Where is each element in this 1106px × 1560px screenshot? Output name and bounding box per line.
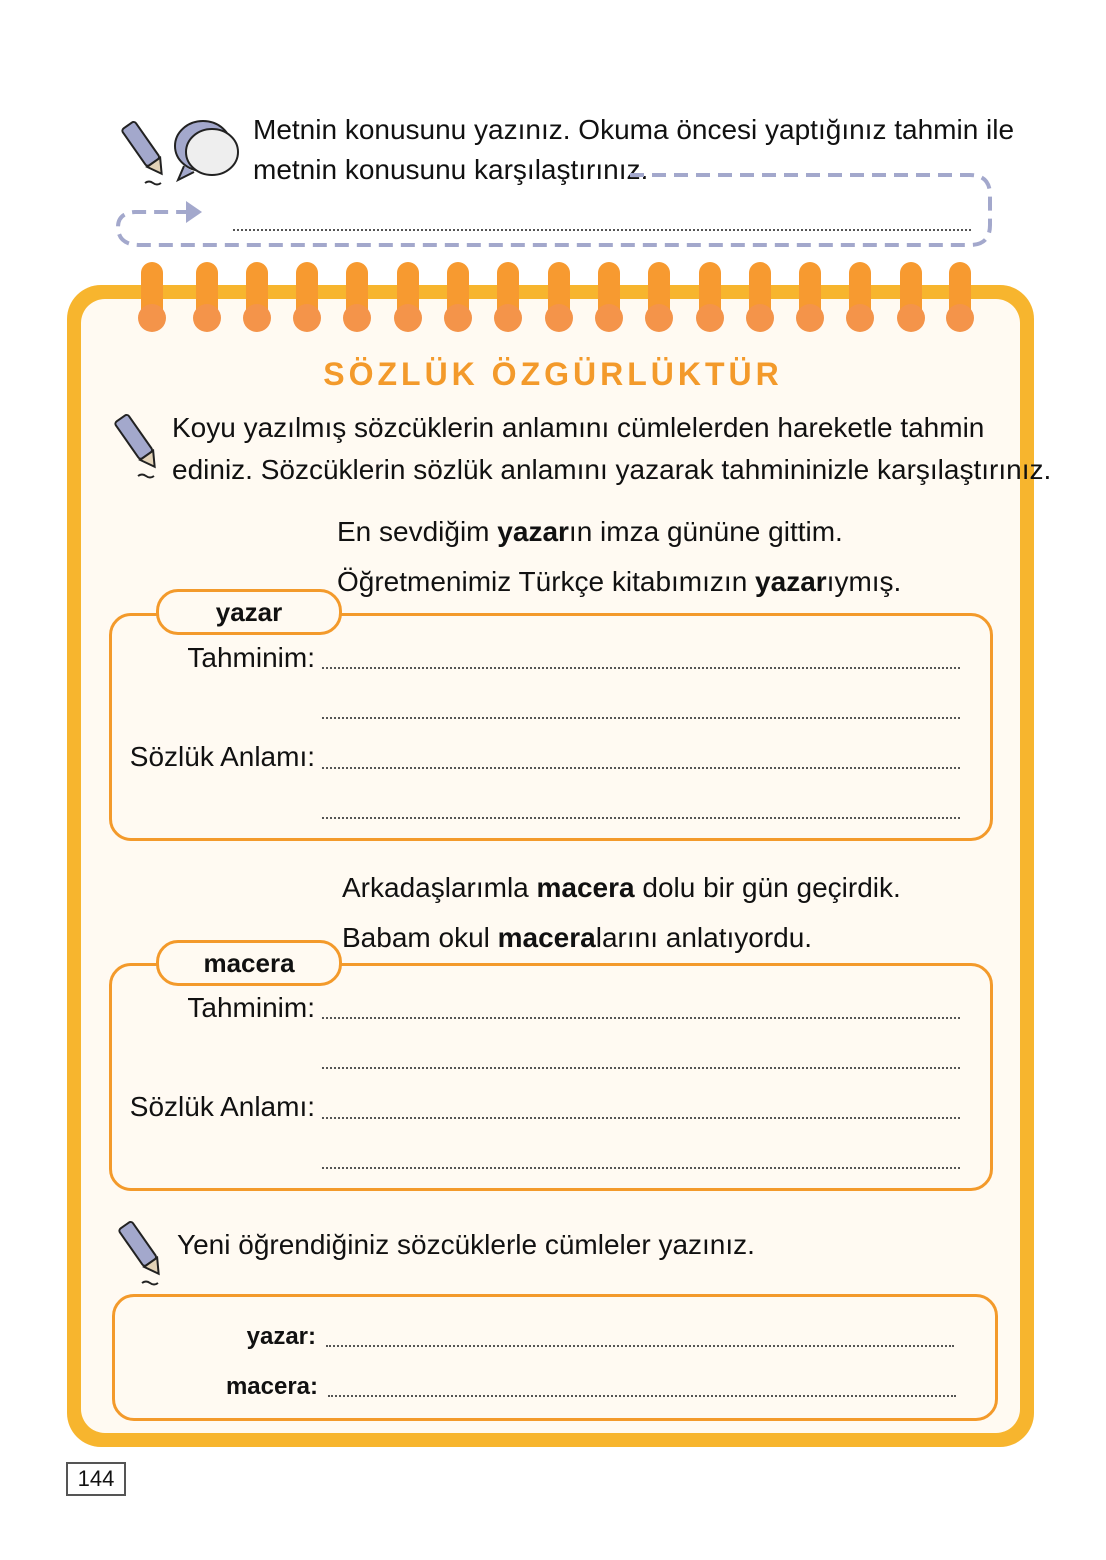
top-instruction-line1: Metnin konusunu yazınız. Okuma öncesi yaptığınız tahmin ile — [253, 114, 1015, 145]
guess-label: Tahminim: — [187, 642, 315, 673]
ring — [447, 262, 469, 324]
ring — [699, 262, 721, 324]
ring — [141, 262, 163, 324]
top-instruction-line2: metnin konusunu karşılaştırınız. — [253, 154, 649, 185]
ring — [849, 262, 871, 324]
word-tag: macera — [156, 940, 342, 986]
ring — [900, 262, 922, 324]
ring — [296, 262, 318, 324]
ring — [246, 262, 268, 324]
sentence-line[interactable] — [326, 1345, 954, 1347]
pencil-icon — [108, 408, 168, 483]
guess-line[interactable] — [322, 717, 960, 719]
dictionary-label: Sözlük Anlamı: — [129, 1091, 315, 1122]
ring — [397, 262, 419, 324]
ring — [346, 262, 368, 324]
dictionary-label: Sözlük Anlamı: — [129, 741, 315, 772]
guess-line[interactable] — [322, 1067, 960, 1069]
guess-line[interactable] — [322, 1017, 960, 1019]
instruction-line2: ediniz. Sözcüklerin sözlük anlamını yazarak tahmininizle karşılaştırınız. — [172, 454, 1052, 485]
guess-line[interactable] — [322, 667, 960, 669]
ring — [648, 262, 670, 324]
dictionary-line[interactable] — [322, 817, 960, 819]
dictionary-line[interactable] — [322, 1167, 960, 1169]
example-sentence: Babam okul maceralarını anlatıyordu. — [342, 922, 813, 953]
dashed-arrow-border — [110, 165, 1000, 255]
page-number: 144 — [66, 1462, 126, 1496]
pencil-icon — [112, 1215, 172, 1290]
ring — [548, 262, 570, 324]
sentence-label-macera: macera: — [225, 1373, 318, 1400]
guess-label: Tahminim: — [187, 992, 315, 1023]
ring — [497, 262, 519, 324]
example-sentence: Öğretmenimiz Türkçe kitabımızın yazarıymış. — [337, 566, 902, 597]
example-sentence: En sevdiğim yazarın imza gününe gittim. — [337, 516, 843, 547]
ring — [749, 262, 771, 324]
sentence-box — [112, 1294, 998, 1421]
example-sentence: Arkadaşlarımla macera dolu bir gün geçirdik. — [342, 872, 901, 903]
dictionary-line[interactable] — [322, 767, 960, 769]
ring — [598, 262, 620, 324]
dictionary-line[interactable] — [322, 1117, 960, 1119]
section-title: SÖZLÜK ÖZGÜRLÜKTÜR — [323, 356, 783, 392]
sentence-line[interactable] — [328, 1395, 956, 1397]
topic-answer-line[interactable] — [233, 229, 971, 231]
arrow-icon — [186, 201, 202, 223]
ring — [799, 262, 821, 324]
sentence-label-yazar: yazar: — [246, 1323, 316, 1350]
final-instruction: Yeni öğrendiğiniz sözcüklerle cümleler yazınız. — [177, 1229, 755, 1260]
ring — [949, 262, 971, 324]
instruction-line1: Koyu yazılmış sözcüklerin anlamını cümlelerden hareketle tahmin — [172, 412, 985, 443]
word-tag: yazar — [156, 589, 342, 635]
ring — [196, 262, 218, 324]
